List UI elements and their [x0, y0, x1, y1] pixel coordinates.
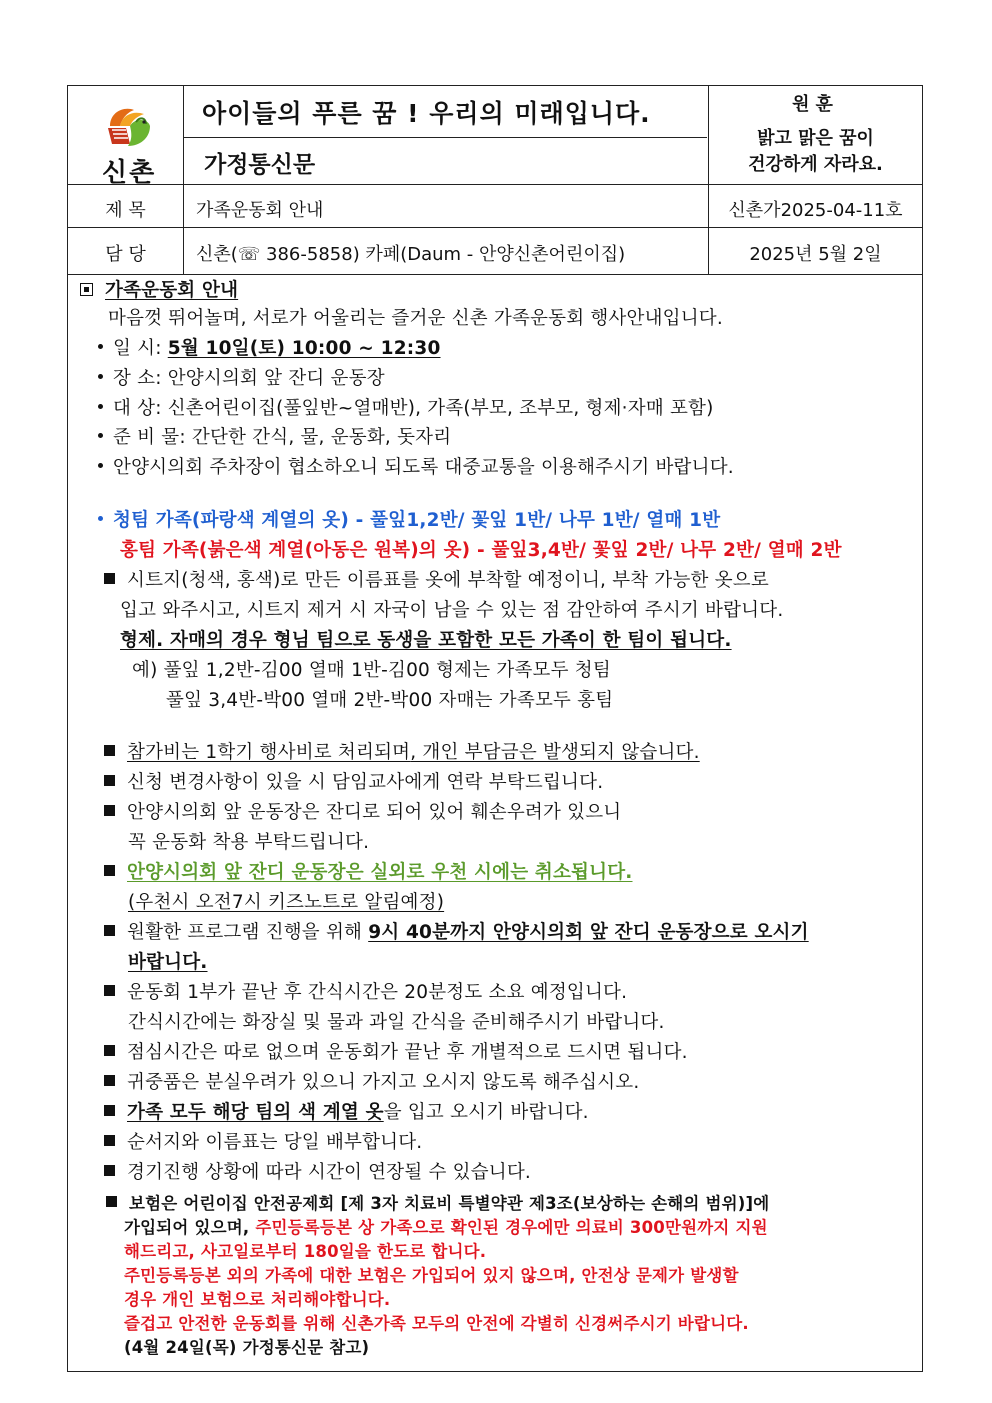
list-item: [98, 334, 441, 360]
list-item: [104, 858, 633, 884]
item-text: 을 입고 오시기 바랍니다.: [383, 1102, 589, 1123]
event-datetime: 5월 10일(토) 10:00 ~ 12:30: [167, 338, 441, 359]
item-text: 청팀 가족(파랑색 계열의 옷) - 풀잎1,2반/ 꽃잎 1반/ 나무 1반/ 열매 1반: [113, 510, 721, 531]
rain-notice: 안양시의회 앞 잔디 운동장은 실외로 우천 시에는 취소됩니다.: [127, 862, 633, 883]
bullet-icon: [104, 1165, 115, 1176]
item-text: 장 소: 안양시의회 앞 잔디 운동장: [113, 368, 385, 389]
item-text: 운동회 1부가 끝난 후 간식시간은 20분정도 소요 예정입니다.: [127, 982, 628, 1003]
issue-date: 2025년 5월 2일: [749, 244, 882, 265]
logo-text: 신촌: [102, 158, 157, 188]
list-item: [98, 423, 451, 449]
intro-text: 마음껏 뛰어놀며, 서로가 어울리는 즐거운 신촌 가족운동회 행사안내입니다.: [108, 308, 723, 329]
insurance-reference: (4월 24일(목) 가정통신문 참고): [124, 1338, 370, 1357]
list-item: [98, 453, 734, 479]
item-text-part: , 개인 부담금은 발생되지 않습니다.: [410, 742, 700, 763]
motto-title: 원훈: [792, 94, 839, 115]
red-team-line: 홍팀 가족(붉은색 계열(아동은 원복)의 옷) - 풀잎3,4반/ 꽃잎 2반/ 나무 2반/ 열매 2반: [120, 540, 842, 561]
item-text-part: 참가비는 1학기 행사비로 처리되며: [127, 742, 411, 763]
insurance-warning: 해드리고, 사고일로부터 180일을 한도로 합니다.: [124, 1242, 487, 1261]
item-text: [127, 742, 700, 763]
contact-value: 신촌(☏ 386-5858) 카페(Daum - 안양신촌어린이집): [196, 244, 626, 265]
list-item: [104, 978, 627, 1004]
item-continuation: 꼭 운동화 착용 부탁드립니다.: [128, 832, 370, 853]
item-text: 경기진행 상황에 따라 시간이 연장될 수 있습니다.: [127, 1162, 531, 1183]
item-continuation: (우천시 오전7시 키즈노트로 알림예정): [128, 892, 445, 913]
contact-label: 담 당: [105, 244, 146, 265]
doc-number: 신촌가2025-04-11호: [728, 200, 903, 221]
item-continuation: 입고 와주시고, 시트지 제거 시 자국이 남을 수 있는 점 감안하여 주시기 바랍니다.: [120, 600, 784, 621]
bullet-icon: [98, 344, 103, 349]
example-line: 풀잎 3,4반-박00 열매 2반-박00 자매는 가족모두 홍팀: [166, 690, 614, 711]
motto-line: 건강하게 자라요.: [748, 154, 883, 175]
item-text: 원활한 프로그램 진행을 위해: [127, 922, 369, 943]
bullet-icon: [98, 433, 103, 438]
bullet-icon: [104, 573, 115, 584]
list-item: [98, 364, 385, 390]
bullet-icon: [104, 805, 115, 816]
bullet-icon: [104, 865, 115, 876]
section-marker-icon: [80, 283, 93, 296]
insurance-warning: 주민등록등본 상 가족으로 확인된 경우에만 의료비 300만원까지 지원: [255, 1218, 768, 1237]
list-item: [104, 918, 809, 944]
bullet-icon: [104, 1045, 115, 1056]
insurance-warning: 주민등록등본 외의 가족에 대한 보험은 가입되어 있지 않으며, 안전상 문제가 발생할: [124, 1266, 739, 1285]
divider: [68, 274, 922, 275]
item-continuation: 바랍니다.: [128, 952, 208, 973]
list-item: [104, 566, 769, 592]
insurance-warning: 경우 개인 보험으로 처리해야합니다.: [124, 1290, 391, 1309]
insurance-text: 가입되어 있으며,: [124, 1218, 256, 1237]
list-item: [104, 1068, 639, 1094]
divider: [68, 184, 922, 185]
list-item: [104, 1128, 422, 1154]
bullet-icon: [104, 925, 115, 936]
arrival-time: 9시 40분까지 안양시의회 앞 잔디 운동장으로 오시기: [368, 922, 809, 943]
item-text: 준 비 물: 간단한 간식, 물, 운동화, 돗자리: [113, 427, 452, 448]
item-text: 대 상: 신촌어린이집(풀잎반~열매반), 가족(부모, 조부모, 형제·자매 포함): [113, 398, 714, 419]
motto-line: 밝고 맑은 꿈이: [757, 128, 874, 149]
item-text: 귀중품은 분실우려가 있으니 가지고 오시지 않도록 해주십시오.: [127, 1072, 640, 1093]
divider: [68, 227, 922, 228]
section-title: 가족운동회 안내: [105, 280, 239, 301]
insurance-text: 보험은 어린이집 안전공제회 [제 3자 치료비 특별약관 제3조(보상하는 손해의 범위)]에: [129, 1194, 770, 1213]
item-text: 안양시의회 주차장이 협소하오니 되도록 대중교통을 이용해주시기 바랍니다.: [113, 457, 734, 478]
divider: [183, 137, 707, 138]
item-text: 점심시간은 따로 없으며 운동회가 끝난 후 개별적으로 드시면 됩니다.: [127, 1042, 688, 1063]
list-item: [104, 738, 700, 764]
item-label: 일 시:: [113, 338, 168, 359]
bullet-icon: [106, 1196, 117, 1207]
item-text: 시트지(청색, 홍색)로 만든 이름표를 옷에 부착할 예정이니, 부착 가능한 옷으로: [127, 570, 769, 591]
school-logo-icon: [104, 104, 154, 150]
list-item: [104, 1038, 688, 1064]
item-text: 신청 변경사항이 있을 시 담임교사에게 연락 부탁드립니다.: [127, 772, 604, 793]
bullet-icon: [104, 1075, 115, 1086]
bullet-icon: [98, 374, 103, 379]
bullet-icon: [104, 775, 115, 786]
example-line: 예) 풀잎 1,2반-김00 열매 1반-김00 형제는 가족모두 청팀: [132, 660, 611, 681]
subject-value: 가족운동회 안내: [196, 200, 324, 221]
bullet-icon: [98, 516, 103, 521]
list-item: [106, 1190, 769, 1214]
motto: [708, 126, 923, 178]
blue-team-line: [98, 506, 720, 532]
list-item: [104, 798, 621, 824]
list-item: [104, 1158, 531, 1184]
document-title: 가정통신문: [204, 152, 316, 178]
sibling-rule: 형제. 자매의 경우 형님 팀으로 동생을 포함한 모든 가족이 한 팀이 됩니다.: [120, 630, 732, 651]
bullet-icon: [104, 985, 115, 996]
insurance-warning: 즐겁고 안전한 운동회를 위해 신촌가족 모두의 안전에 각별히 신경써주시기 바랍니다.: [124, 1314, 749, 1333]
insurance-line: [124, 1214, 768, 1238]
bullet-icon: [98, 404, 103, 409]
bullet-icon: [98, 463, 103, 468]
subject-label: 제 목: [105, 200, 146, 221]
bullet-icon: [104, 745, 115, 756]
divider: [183, 86, 184, 274]
section-heading: [80, 276, 238, 302]
list-item: [104, 768, 603, 794]
item-continuation: 간식시간에는 화장실 및 물과 과일 간식을 준비해주시기 바랍니다.: [128, 1012, 665, 1033]
page-headline: 아이들의 푸른 꿈 ! 우리의 미래입니다.: [202, 99, 651, 128]
document-frame: [67, 85, 923, 1372]
bullet-icon: [104, 1135, 115, 1146]
item-text: 안양시의회 앞 운동장은 잔디로 되어 있어 훼손우려가 있으니: [127, 802, 622, 823]
list-item: [104, 1098, 589, 1124]
dress-code: 가족 모두 해당 팀의 색 계열 옷: [127, 1102, 384, 1123]
item-text: 순서지와 이름표는 당일 배부합니다.: [127, 1132, 423, 1153]
bullet-icon: [104, 1105, 115, 1116]
list-item: [98, 394, 714, 420]
